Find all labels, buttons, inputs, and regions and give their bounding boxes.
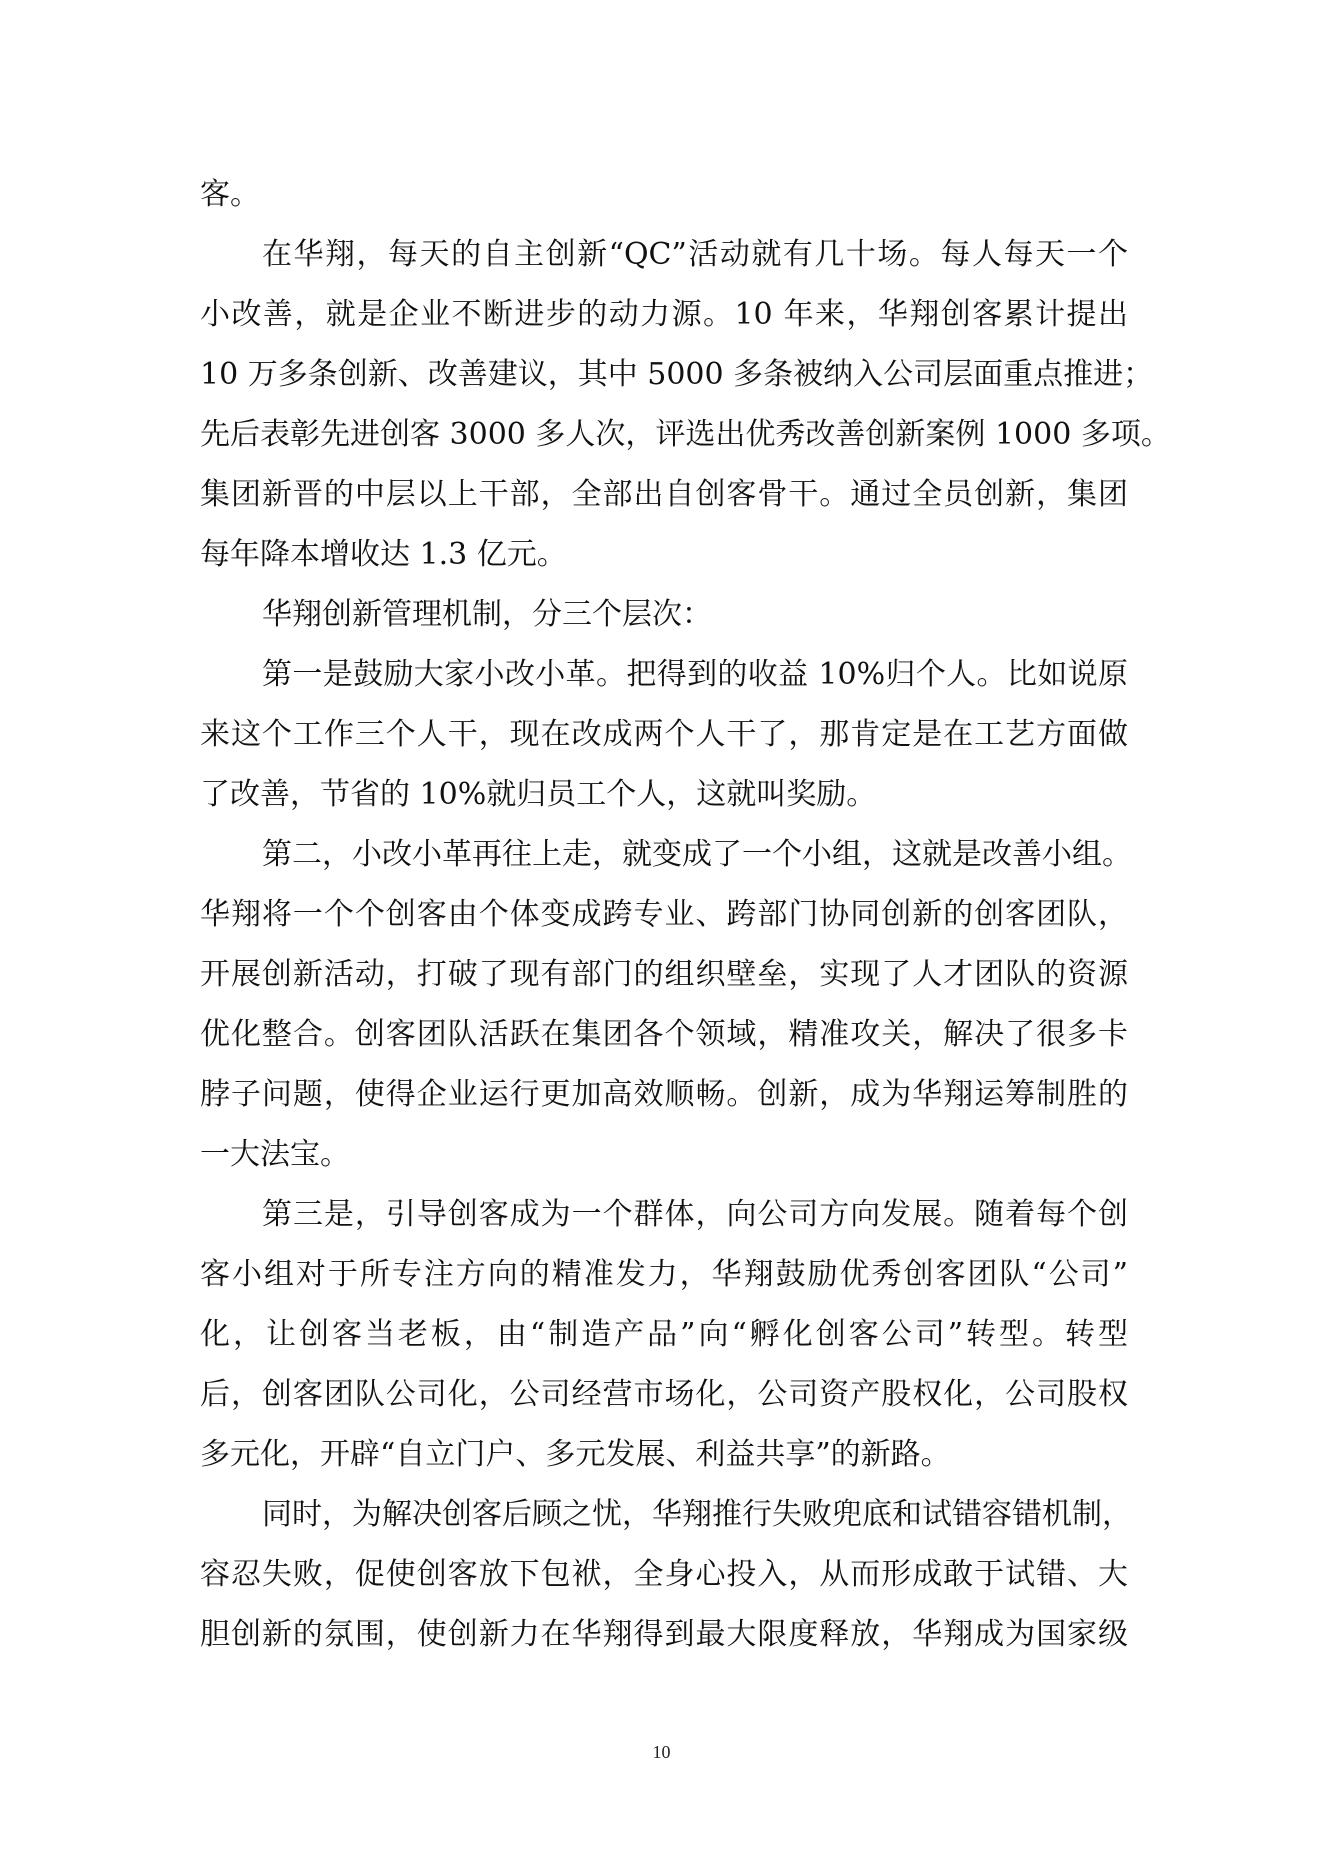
text-line: 了改善，节省的 10%就归员工个人，这就叫奖励。 xyxy=(200,777,877,812)
text-line: 同时，为解决创客后顾之忧，华翔推行失败兜底和试错容错机制， xyxy=(262,1497,1132,1532)
text-line: 客小组对于所专注方向的精准发力，华翔鼓励优秀创客团队“公司” xyxy=(200,1257,1128,1292)
text-line: 先后表彰先进创客 3000 多人次，评选出优秀改善创新案例 1000 多项。 xyxy=(200,417,1171,452)
text-line: 华翔将一个个创客由个体变成跨专业、跨部门协同创新的创客团队， xyxy=(200,897,1128,932)
text-line: 一大法宝。 xyxy=(200,1137,350,1172)
text-line: 化，让创客当老板，由“制造产品”向“孵化创客公司”转型。转型 xyxy=(200,1317,1128,1352)
text-line: 第一是鼓励大家小改小革。把得到的收益 10%归个人。比如说原 xyxy=(262,657,1128,692)
text-line: 开展创新活动，打破了现有部门的组织壁垒，实现了人才团队的资源 xyxy=(200,957,1128,992)
body-text xyxy=(200,165,1171,1665)
text-line: 华翔创新管理机制，分三个层次： xyxy=(262,597,712,632)
text-line: 容忍失败，促使创客放下包袱，全身心投入，从而形成敢于试错、大 xyxy=(200,1557,1128,1592)
text-line: 10 万多条创新、改善建议，其中 5000 多条被纳入公司层面重点推进； xyxy=(200,357,1154,392)
text-line: 小改善，就是企业不断进步的动力源。10 年来，华翔创客累计提出 xyxy=(200,297,1128,332)
text-line: 第三是，引导创客成为一个群体，向公司方向发展。随着每个创 xyxy=(262,1197,1128,1232)
text-line: 集团新晋的中层以上干部，全部出自创客骨干。通过全员创新，集团 xyxy=(200,477,1128,512)
text-line: 脖子问题，使得企业运行更加高效顺畅。创新，成为华翔运筹制胜的 xyxy=(200,1077,1128,1112)
text-line: 来这个工作三个人干，现在改成两个人干了，那肯定是在工艺方面做 xyxy=(200,717,1128,752)
page-number: 10 xyxy=(652,1742,671,1762)
text-line: 客。 xyxy=(200,177,260,212)
text-line: 第二，小改小革再往上走，就变成了一个小组，这就是改善小组。 xyxy=(262,837,1132,872)
text-line: 每年降本增收达 1.3 亿元。 xyxy=(200,537,567,572)
text-line: 后，创客团队公司化，公司经营市场化，公司资产股权化，公司股权 xyxy=(200,1377,1128,1412)
text-line: 在华翔，每天的自主创新“QC”活动就有几十场。每人每天一个 xyxy=(262,237,1128,272)
text-line: 胆创新的氛围，使创新力在华翔得到最大限度释放，华翔成为国家级 xyxy=(200,1617,1128,1652)
text-line: 优化整合。创客团队活跃在集团各个领域，精准攻关，解决了很多卡 xyxy=(200,1017,1128,1052)
text-line: 多元化，开辟“自立门户、多元发展、利益共享”的新路。 xyxy=(200,1437,951,1472)
